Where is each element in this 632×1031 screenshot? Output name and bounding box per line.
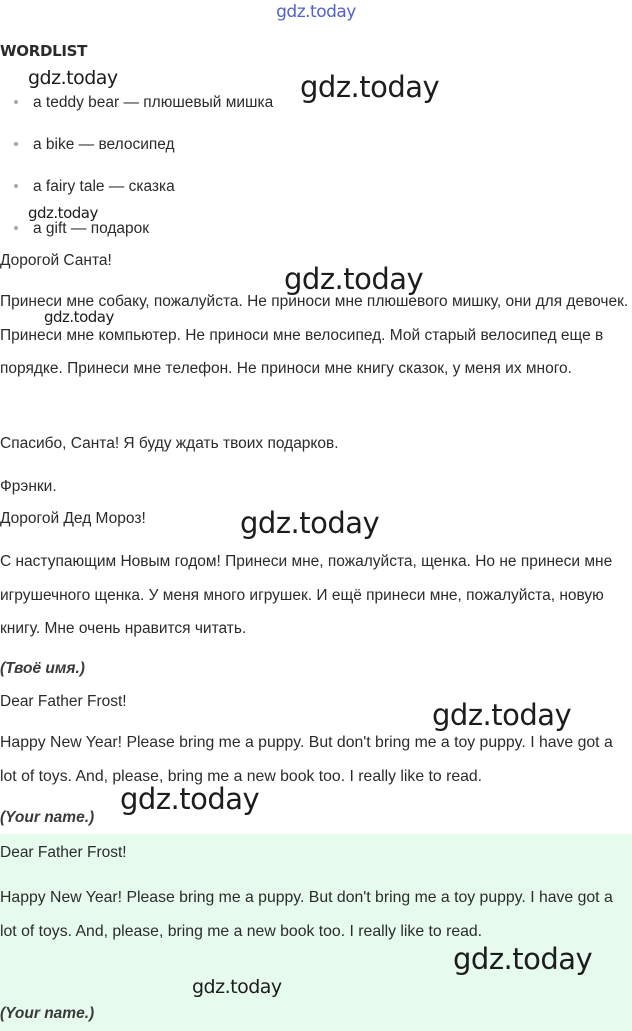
- bullet-icon: [14, 100, 18, 104]
- bullet-icon: [14, 184, 18, 188]
- ru-letter-2-greeting: Дорогой Дед Мороз!: [0, 510, 146, 527]
- top-watermark: gdz.today: [276, 2, 356, 22]
- wordlist-heading: WORDLIST: [0, 42, 88, 60]
- en-letter-1-signature: (Your name.): [0, 809, 95, 826]
- wordlist-item: a bike — велосипед: [14, 135, 614, 155]
- en-letter-1-greeting: Dear Father Frost!: [0, 693, 127, 710]
- watermark: gdz.today: [44, 308, 114, 326]
- watermark: gdz.today: [453, 942, 593, 976]
- watermark: gdz.today: [432, 698, 572, 732]
- watermark: gdz.today: [120, 782, 260, 816]
- en-letter-2-signature: (Your name.): [0, 1005, 95, 1022]
- bullet-icon: [14, 142, 18, 146]
- ru-letter-2-signature: (Твоё имя.): [0, 660, 85, 677]
- ru-letter-2-body: С наступающим Новым годом! Принеси мне, пожалуйста, щенка. Но не принеси мне игрушечного щенка. У меня много игрушек. И ещё принеси мне, пожалуйста, новую книгу. Мне очень нравится читать.: [0, 553, 613, 637]
- en-letter-2-greeting: Dear Father Frost!: [0, 844, 127, 861]
- ru-letter-1-thanks: Спасибо, Санта! Я буду ждать твоих подарков.: [0, 435, 339, 452]
- watermark: gdz.today: [240, 506, 380, 540]
- watermark: gdz.today: [192, 976, 282, 998]
- watermark: gdz.today: [28, 67, 118, 89]
- watermark: gdz.today: [284, 262, 424, 296]
- en-letter-2-body: Happy New Year! Please bring me a puppy. But don't bring me a toy puppy. I have got a lot of toys. And, please, bring me a new book too. I really like to read.: [0, 889, 613, 940]
- ru-letter-1-greeting: Дорогой Санта!: [0, 252, 112, 269]
- bullet-icon: [14, 226, 18, 230]
- wordlist-item: a fairy tale — сказка: [14, 177, 614, 197]
- watermark: gdz.today: [300, 70, 440, 104]
- ru-letter-1-signature: Фрэнки.: [0, 478, 57, 495]
- watermark: gdz.today: [28, 204, 98, 222]
- ru-letter-1-body: Принеси мне собаку, пожалуйста. Не приноси мне плюшевого мишку, они для девочек. Принеси мне компьютер. Не приноси мне велосипед. Мой старый велосипед еще в порядке. Принеси мне телефон. Не приноси мне книгу сказок, у меня их много.: [0, 293, 629, 377]
- en-letter-1-body: Happy New Year! Please bring me a puppy. But don't bring me a toy puppy. I have got a lot of toys. And, please, bring me a new book too. I really like to read.: [0, 734, 613, 785]
- wordlist-item: a teddy bear — плюшевый мишка: [14, 93, 614, 113]
- wordlist-item: a gift — подарок: [14, 219, 614, 239]
